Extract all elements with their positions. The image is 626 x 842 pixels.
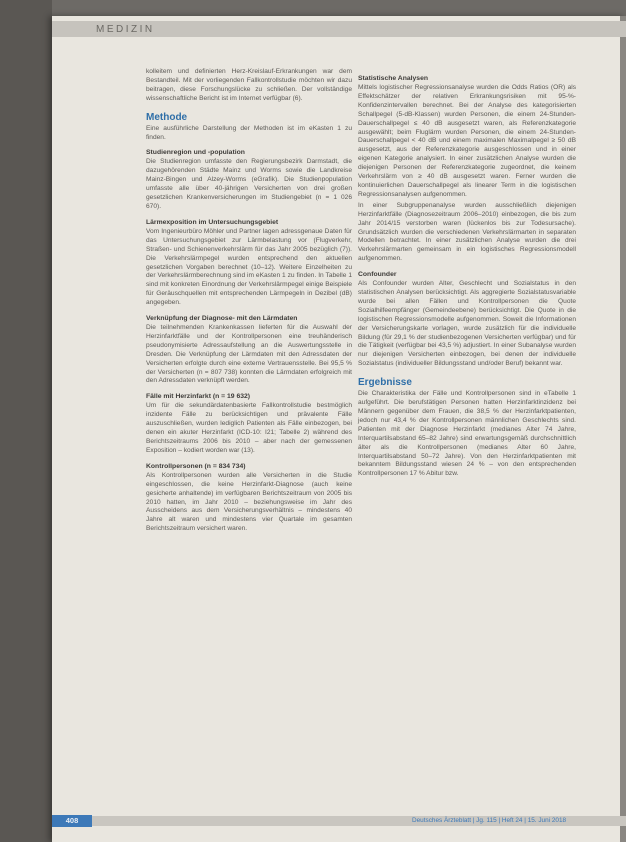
paragraph: Die Charakteristika der Fälle und Kontrollpersonen sind in eTabelle 1 aufgeführt. Die berufstätigen Personen hatten Herzinfarktinzidenz bei Männern gegenüber dem Frauen, die 38,5 % der Herzinfarktpatienten, jedoch nur 43,4 % der Kontrollpersonen männlichen Geschlechts sind. Patienten mit der Diagnose Herzinfarkt (medianes Alter 74 Jahre, Interquartilsabstand 65–82 Jahre) sind erwartungsgemäß durchschnittlich älter als die Kontrollpersonen (medianes Alter 60 Jahre, Interquartilsabstand 50–72 Jahre). Von den Herzinfarktpatienten mit bekanntem Bildungsstand wiesen 24 % – von den entsprechenden Kontrollpersonen 17 % Abitur bzw. bbox=[358, 390, 576, 478]
paragraph: Um für die sekundärdatenbasierte Fallkontrollstudie bestmöglich inzidente Fälle zu berücksichtigen und prävalente Fälle auszuschließen, wurden lediglich Patienten als Fälle einbezogen, bei denen ein akuter Herzinfarkt (ICD-10: I21; Tabelle 2) während des Berichtszeitraums 2006 bis 2010 – aber nach der gemessenen Exposition – kodiert worden war (13). bbox=[146, 402, 352, 454]
journal-citation: Deutsches Ärzteblatt | Jg. 115 | Heft 24 | 15. Juni 2018 bbox=[412, 817, 567, 824]
right-column bbox=[358, 68, 576, 481]
subsection-heading: Verknüpfung der Diagnose- mit den Lärmdaten bbox=[146, 315, 298, 323]
subsection-heading: Fälle mit Herzinfarkt (n = 19 632) bbox=[146, 393, 251, 401]
paragraph: Als Kontrollpersonen wurden alle Versicherten in die Studie eingeschlossen, die keine Herzinfarkt-Diagnose (auch keine gesicherte anhaltende) im verfügbaren Berichtszeitraum von 2005 bis 2010 hatten, im Jahr 2010 – beziehungsweise im Jahr des Ausscheidens aus dem Versicherungsverhältnis – mindestens 40 Jahre alt waren und mindestens vier Quartale im gesamten Berichtszeitraum versichert waren. bbox=[146, 471, 352, 533]
paragraph: Eine ausführliche Darstellung der Methoden ist im eKasten 1 zu finden. bbox=[146, 124, 352, 141]
section-heading: Ergebnisse bbox=[358, 377, 412, 389]
paragraph: Mittels logistischer Regressionsanalyse wurden die Odds Ratios (OR) als Effektschätzer der relativen Erkrankungsrisiken mit 95-%-Konfidenzintervallen berechnet. Bei der Analyse des kategorisierten Schallpegel (5-dB-Klassen) wurden Personen, die einem 24-Stunden-Dauerschallpegel ≤ 40 dB ausgesetzt waren, als Referenzkategorie ausgewählt; beim Fluglärm wurden Personen, die einem 24-Stunden-Dauerschallpegel < 40 dB und einem maximalen Maximalpegel ≥ 50 dB ausgesetzt, aus der Referenzkategorie ausgeschlossen und in einer eigenen Kategorie analysiert. In einer zusätzlichen Analyse wurden die diejenigen Personen der Referenzkategorie zugeordnet, die keinem Verkehrslärm von ≥ 40 dB ausgesetzt waren. Ferner wurden die kontinuierlichen Dauerschallpegel als linearer Term in die logistischen Regressionsanalysen aufgenommen. bbox=[358, 84, 576, 198]
left-column bbox=[146, 68, 352, 536]
subsection-heading: Lärmexposition im Untersuchungsgebiet bbox=[146, 218, 279, 226]
subsection-heading: Kontrollpersonen (n = 834 734) bbox=[146, 462, 246, 470]
paragraph: Die teilnehmenden Krankenkassen lieferten für die Auswahl der Herzinfarktfälle und der Kontrollpersonen eine treuhänderisch pseudonymisierte Adressaufstellung an die Auswertungsstelle in Dresden. Die Verknüpfung der Lärmdaten mit den Adressdaten der Versicherten erfolgte durch eine externe Vertrauensstelle. Bei 95,5 % der Versicherten (n = 807 738) konnten die Lärmdaten erfolgreich mit den Adressdaten verknüpft werden. bbox=[146, 324, 352, 385]
page-number: 408 bbox=[52, 815, 92, 827]
paragraph: Die Studienregion umfasste den Regierungsbezirk Darmstadt, die dazugehörenden Städte Mainz und Worms sowie die Landkreise Mainz-Bingen und Alzey-Worms (eGrafik). Die Studienpopulation umfasste alle über 40-jährigen Versicherten von drei großen gesetzlichen Krankenversicherungen im Studiengebiet (n = 1 026 670). bbox=[146, 158, 352, 210]
page-edge-shadow bbox=[620, 16, 626, 842]
paragraph: kolleitem und definierten Herz-Kreislauf-Erkrankungen war dem Bestandteil. Mit der vorliegenden Fallkontrollstudie möchten wir dazu beitragen, diese Forschungslücke zu schließen. Der vollständige wissenschaftliche Bericht ist im Internet verfügbar (6). bbox=[146, 68, 352, 102]
paragraph: Als Confounder wurden Alter, Geschlecht und Sozialstatus in den statistischen Analysen berücksichtigt. Als aggregierte Sozialstatusvariable wurde bei allen Fällen und Kontrollpersonen die Quote Sozialhilfeempfänger (Gemeindeebene) berücksichtigt. Die Quote in die logistischen Regressionsmodelle aufgenommen. Soweit die Informationen der Versicherungskarte vorlagen, wurde zusätzlich für die individuelle Bildung (für 29,1 % der studienbezogenen Versicherten verfügbar) und für die Tätigkeit (verfügbar bei 43,5 %) adjustiert. In einer Subanalyse wurden nur diejenigen Versicherten einbezogen, bei denen der individuelle Sozialstatus (individueller Bildungsstand und/oder Beruf) bekannt war. bbox=[358, 280, 576, 368]
subsection-heading: Statistische Analysen bbox=[358, 75, 429, 82]
paragraph: In einer Subgruppenanalyse wurden ausschließlich diejenigen Herzinfarktfälle (Diagnosezeitraum 2006–2010) einbezogen, die bis zum Jahr 2014/15 verstorben waren (lückenlos bis zur Todesursache). Grundsätzlich wurden die verschiedenen Verkehrslärmarten in separaten Modellen betrachtet. In einer zusätzlichen Analyse wurden die drei Verkehrslärmarten gemeinsam in ein logistisches Regressionsmodell aufgenommen. bbox=[358, 201, 576, 263]
background-edge bbox=[0, 0, 52, 842]
section-heading: Methode bbox=[146, 111, 188, 123]
paragraph: Vom Ingenieurbüro Möhler und Partner lagen adressgenaue Daten für das Untersuchungsgebiet zur Lärmbelastung vor (Flugverkehr, Straßen- und Schienenverkehrslärm für das Jahr 2005 bezüglich (7)). Die Verkehrslärmpegel wurden entsprechend den aktuellen gesetzlichen Vorgaben berechnet (10–12). Weitere Einzelheiten zu der Verkehrslärmberechnung sind im eKasten 1 zu finden. In Tabelle 1 sind mit konkreten Einordnung der Verkehrslärmpegel einige Beispiele für Geräuschquellen mit entsprechenden Lärmpegeln in Dezibel (dB) angegeben. bbox=[146, 227, 352, 307]
section-label: MEDIZIN bbox=[96, 24, 155, 35]
subsection-heading: Confounder bbox=[358, 271, 397, 279]
subsection-heading: Studienregion und -population bbox=[146, 149, 245, 157]
